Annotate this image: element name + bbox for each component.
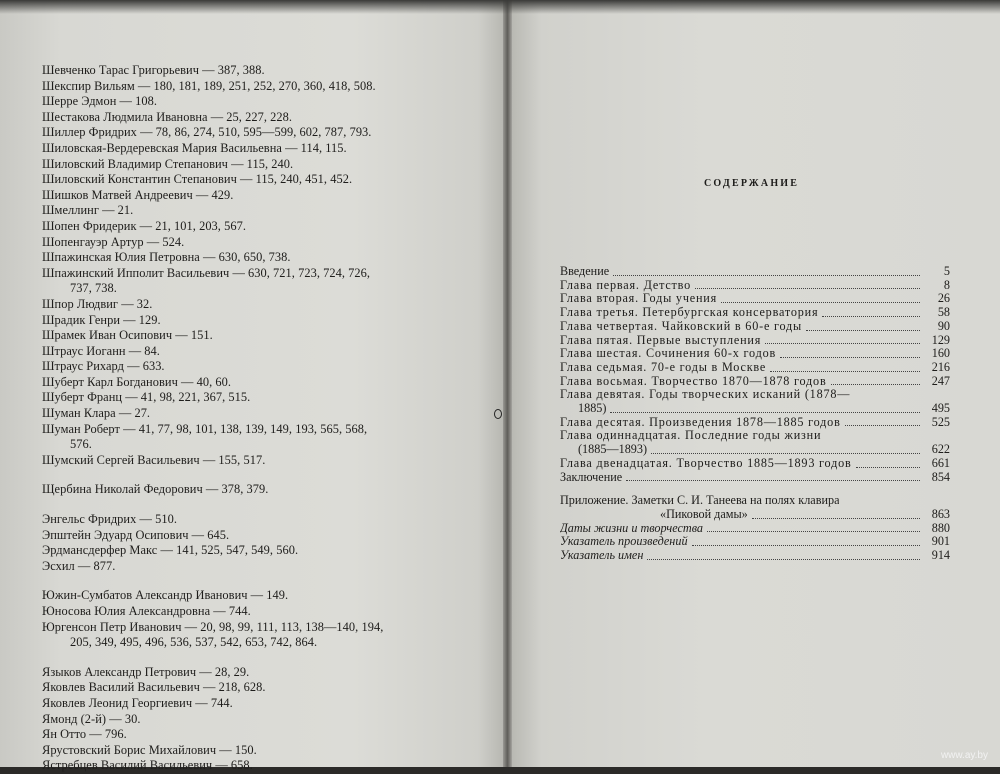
index-entry-text: Щербина Николай Федорович — 378, 379. [42,482,269,497]
index-entry-text: Ямонд (2-й) — 30. [42,711,141,726]
toc-page-number: 247 [931,373,950,388]
toc-row [560,279,950,293]
table-of-contents [560,265,950,563]
index-entry [42,203,462,219]
toc-row [560,549,950,563]
toc-page-number: 914 [931,548,950,563]
index-entry [42,125,462,141]
toc-label: Указатель произведений [560,535,688,549]
toc-label: Указатель имен [560,549,644,563]
toc-row [560,471,950,485]
book-gutter [503,0,512,767]
index-entry-text: Шпажинский Ипполит Васильевич — 630, 721, 723, 724, 726, [42,265,371,280]
index-entry-continuation: 737, 738. [70,281,117,296]
index-entry-continuation: 576. [70,437,92,452]
toc-separator [560,484,950,494]
index-entry-text: Шишков Матвей Андреевич — 429. [42,187,234,202]
index-entry [42,94,462,110]
toc-leader-dots [831,384,921,385]
index-entry [42,63,462,79]
index-entry [42,375,462,391]
index-entry-text: Эпштейн Эдуард Осипович — 645. [42,527,230,542]
index-entry-text: Яковлев Василий Васильевич — 218, 628. [42,680,266,695]
toc-row [560,535,950,549]
index-entry [42,712,462,728]
watermark: www.ay.by [940,750,988,761]
top-shadow [0,0,1000,14]
index-entry [42,157,462,173]
index-entry-text: Шуман Клара — 27. [42,406,151,421]
index-entry-text: Эсхил — 877. [42,558,116,573]
toc-row [560,347,950,361]
toc-leader-dots [613,275,920,276]
toc-continuation-label: «Пиковой дамы» [660,507,748,521]
index-entry-text: Шопен Фридерик — 21, 101, 203, 567. [42,218,246,233]
toc-leader-dots [780,357,920,358]
index-entry [42,266,462,297]
index-entry-text: Шевченко Тарас Григорьевич — 387, 388. [42,63,265,77]
index-entry-text: Языков Александр Петрович — 28, 29. [42,664,250,679]
index-entry-text: Шекспир Вильям — 180, 181, 189, 251, 252, 270, 360, 418, 508. [42,78,376,93]
toc-leader-dots [651,453,920,454]
index-entry-text: Энгельс Фридрих — 510. [42,512,177,527]
index-entry [42,219,462,235]
toc-page-number: 26 [937,291,950,306]
index-entry [42,453,462,469]
toc-row [560,522,950,536]
toc-page-number: 495 [931,401,950,416]
toc-row [560,265,950,279]
index-entry-text: Ястребцев Василий Васильевич — 658. [42,758,253,773]
toc-label: Глава седьмая. 70-е годы в Москве [560,360,767,374]
toc-label: Глава восьмая. Творчество 1870—1878 годов [560,374,827,388]
toc-leader-dots [752,518,920,519]
index-gap [42,498,462,512]
toc-label: Глава первая. Детство [560,278,692,292]
toc-label: Глава вторая. Годы учения [560,292,718,306]
toc-leader-dots [692,545,920,546]
index-entry [42,110,462,126]
index-entry-continuation: 205, 349, 495, 496, 536, 537, 542, 653, 742, 864. [70,635,318,650]
toc-label: Заключение [560,470,623,484]
toc-row [560,361,950,375]
index-entry [42,172,462,188]
toc-row [560,388,950,402]
toc-label: Введение [560,265,610,278]
toc-label: Приложение. Заметки С. И. Танеева на полях клавира [560,494,840,508]
index-entry-text: Шиловская-Вердеревская Мария Васильевна — 114, 115. [42,140,347,155]
toc-page-number: 525 [931,414,950,429]
toc-leader-dots [695,288,920,289]
toc-row [560,292,950,306]
index-entry-text: Яковлев Леонид Георгиевич — 744. [42,695,233,710]
toc-leader-dots [770,371,920,372]
toc-page-number: 880 [931,520,950,535]
toc-label: Глава четвертая. Чайковский в 60-е годы [560,319,803,333]
index-entry [42,743,462,759]
index-entry-text: Эрдмансдерфер Макс — 141, 525, 547, 549, 560. [42,543,299,558]
toc-continuation-label: 1885) [578,402,607,416]
toc-page-number: 58 [937,305,950,320]
index-gap [42,651,462,665]
index-entry [42,665,462,681]
index-entry [42,188,462,204]
toc-row [560,457,950,471]
toc-row-continuation [560,402,950,416]
index-entry-text: Южин-Сумбатов Александр Иванович — 149. [42,588,289,603]
index-entry [42,758,462,774]
index-entry [42,696,462,712]
index-entry-text: Шумский Сергей Васильевич — 155, 517. [42,452,266,467]
index-entry-text: Шестакова Людмила Ивановна — 25, 227, 228. [42,109,293,124]
toc-leader-dots [806,330,920,331]
toc-label: Глава шестая. Сочинения 60-х годов [560,347,777,361]
index-entry-text: Шмеллинг — 21. [42,203,134,218]
toc-row [560,375,950,389]
toc-leader-dots [626,480,920,481]
toc-label: Глава одиннадцатая. Последние годы жизни [560,429,822,443]
index-entry [42,79,462,95]
index-entry [42,482,462,498]
index-entry [42,620,462,651]
index-entry [42,727,462,743]
index-entry [42,328,462,344]
toc-page-number: 661 [931,455,950,470]
toc-continuation-label: (1885—1893) [578,443,648,457]
toc-row [560,320,950,334]
index-entry [42,390,462,406]
toc-row [560,416,950,430]
toc-leader-dots [845,425,920,426]
toc-label: Даты жизни и творчества [560,521,703,535]
toc-leader-dots [765,343,920,344]
toc-leader-dots [822,316,920,317]
toc-label: Глава пятая. Первые выступления [560,333,762,347]
toc-page-number: 129 [931,332,950,347]
toc-leader-dots [707,531,920,532]
index-entry-text: Шпор Людвиг — 32. [42,296,153,311]
index-entry [42,344,462,360]
index-entry-text: Шрамек Иван Осипович — 151. [42,328,213,343]
index-entry [42,250,462,266]
toc-label: Глава десятая. Произведения 1878—1885 годов [560,415,841,429]
toc-page-number: 854 [931,469,950,484]
toc-label: Глава третья. Петербургская консерватория [560,306,819,320]
toc-row-continuation [560,508,950,522]
toc-title: СОДЕРЖАНИЕ [704,178,800,189]
index-entry-text: Шуберт Карл Богданович — 40, 60. [42,374,232,389]
index-gap [42,574,462,588]
index-entry [42,559,462,575]
index-entry-text: Шиловский Владимир Степанович — 115, 240. [42,156,294,171]
index-entry [42,588,462,604]
index-entry-text: Шиллер Фридрих — 78, 86, 274, 510, 595—599, 602, 787, 793. [42,125,372,140]
index-entry [42,528,462,544]
toc-page-number: 8 [943,277,950,292]
toc-row [560,429,950,443]
index-entry [42,297,462,313]
toc-leader-dots [647,559,920,560]
toc-row [560,334,950,348]
toc-label: Глава девятая. Годы творческих исканий (1878— [560,388,851,402]
index-entry-text: Шуман Роберт — 41, 77, 98, 101, 138, 139, 149, 193, 565, 568, [42,421,368,436]
index-entry-text: Шпажинская Юлия Петровна — 630, 650, 738. [42,250,291,265]
toc-page-number: 160 [931,346,950,361]
index-entry-text: Шиловский Константин Степанович — 115, 240, 451, 452. [42,172,353,187]
index-entry-text: Юносова Юлия Александровна — 744. [42,604,251,618]
index-entry [42,680,462,696]
index-entry [42,141,462,157]
index-entry [42,313,462,329]
index-entry-text: Штраус Рихард — 633. [42,359,165,374]
index-gap [42,468,462,482]
toc-page-number: 622 [931,442,950,457]
index-entry [42,422,462,453]
toc-page-number: 5 [943,264,950,278]
index-entry-text: Штраус Иоганн — 84. [42,343,160,358]
toc-row-appendix [560,494,950,508]
index-entry-text: Шуберт Франц — 41, 98, 221, 367, 515. [42,390,251,405]
toc-leader-dots [721,302,920,303]
index-entry-text: Ян Отто — 796. [42,727,127,742]
index-entry-text: Шрадик Генри — 129. [42,312,161,327]
index-entry-text: Ярустовский Борис Михайлович — 150. [42,742,257,757]
index-entry [42,359,462,375]
binding-ring [494,409,502,419]
index-entry-text: Шерре Эдмон — 108. [42,94,157,109]
index-entry [42,604,462,620]
index-entry [42,406,462,422]
toc-page-number: 863 [931,506,950,521]
toc-leader-dots [856,467,920,468]
toc-row-continuation [560,443,950,457]
index-entry-text: Юргенсон Петр Иванович — 20, 98, 99, 111, 113, 138—140, 194, [42,619,384,634]
toc-leader-dots [610,412,920,413]
index-entry [42,512,462,528]
index-entry [42,235,462,251]
toc-page-number: 90 [937,318,950,333]
toc-page-number: 216 [931,359,950,374]
name-index [42,63,462,774]
index-entry-text: Шопенгауэр Артур — 524. [42,234,185,249]
toc-page-number: 901 [931,534,950,549]
toc-row [560,306,950,320]
index-entry [42,543,462,559]
toc-label: Глава двенадцатая. Творчество 1885—1893 годов [560,456,852,470]
